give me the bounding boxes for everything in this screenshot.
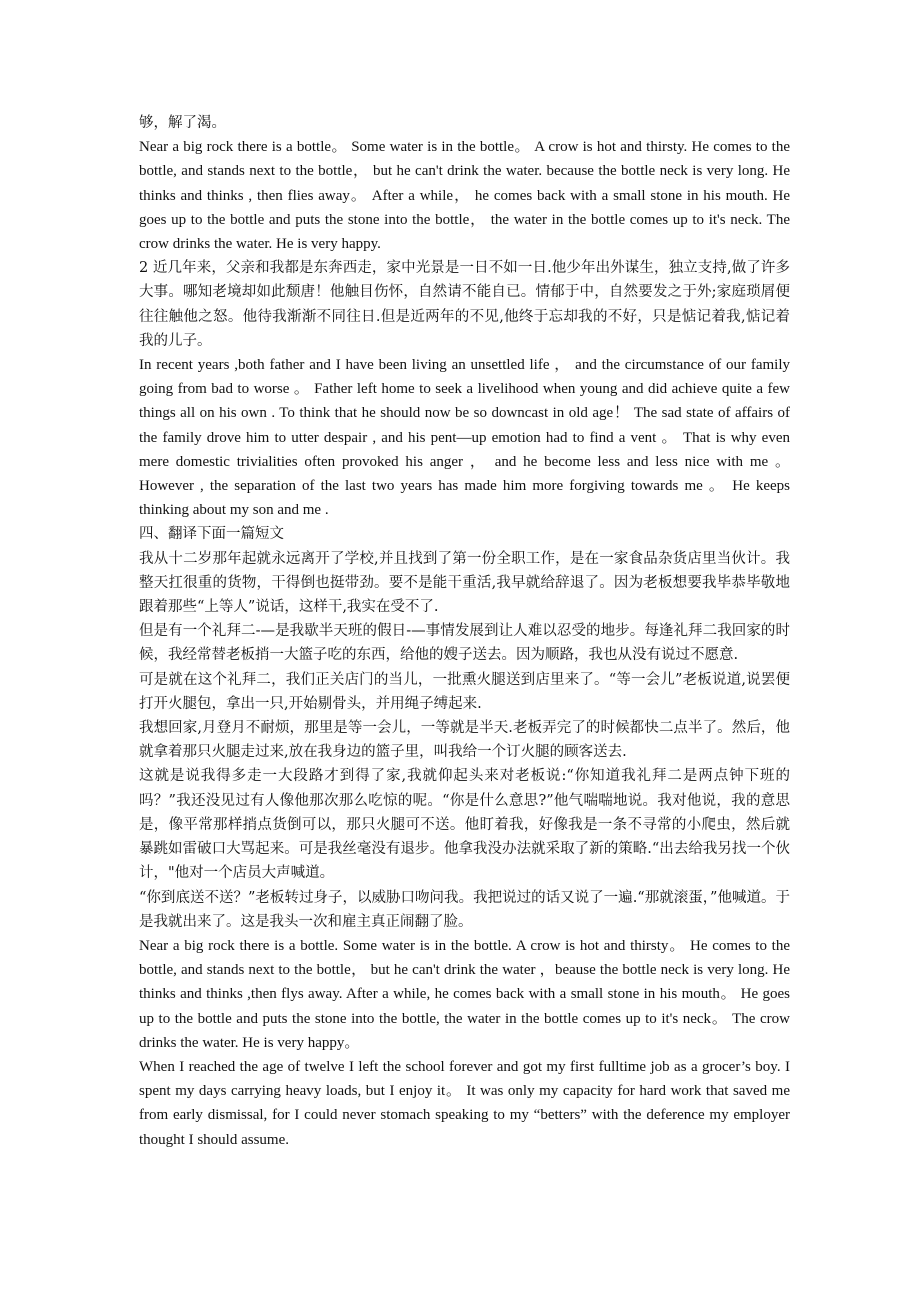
paragraph: 2 近几年来，父亲和我都是东奔西走，家中光景是一日不如一日.他少年出外谋生，独立支持,做了许多大事。哪知老境却如此颓唐！他触目伤怀，自然请不能自已。情郁于中，自然要发之于外;家庭琐屑便往往触他之怒。他待我渐渐不同往日.但是近两年的不见,他终于忘却我的不好，只是惦记着我,惦记着我的儿子。 <box>139 260 790 349</box>
paragraph: In recent years ,both father and I have been living an unsettled life ， and the circumstance of our family going from bad to worse 。 Father left home to seek a livelihood when young and did achieve quite a few things all on his own . To think that he should now be so downcast in old age！ The sad state of affairs of the family drove him to utter despair , and his pent—up emotion had to find a vent 。 That is why even mere domestic trivialities often provoked his anger ， and he become less and less nice with me 。 However , the separation of the last two years has made him more forgiving towards me 。 He keeps thinking about my son and me . <box>139 357 790 519</box>
paragraph: 这就是说我得多走一大段路才到得了家,我就仰起头来对老板说:“你知道我礼拜二是两点钟下班的吗？”我还没见过有人像他那次那么吃惊的呢。“你是什么意思?”他气喘喘地说。我对他说，我的意思是，像平常那样捎点货倒可以，那只火腿可不送。他盯着我，好像我是一条不寻常的小爬虫，然后就暴跳如雷破口大骂起来。可是我丝毫没有退步。他拿我没办法就采取了新的策略.“出去给我另找一个伙计，"他对一个店员大声喊道。 <box>139 768 790 882</box>
paragraph: Near a big rock there is a bottle。 Some water is in the bottle。 A crow is hot and thirsty. He comes to the bottle, and stands next to the bottle， but he can't drink the water. because the bottle neck is very long. He thinks and thinks , then flies away。 After a while， he comes back with a small stone in his mouth. He goes up to the bottle and puts the stone into the bottle， the water in the bottle comes up to it's neck. The crow drinks the water. He is very happy. <box>139 139 790 253</box>
paragraph: 我从十二岁那年起就永远离开了学校,并且找到了第一份全职工作，是在一家食品杂货店里当伙计。我整天扛很重的货物，干得倒也挺带劲。要不是能干重活,我早就给辞退了。因为老板想要我毕恭毕敬地跟着那些“上等人”说话，这样干,我实在受不了. <box>139 550 790 616</box>
section-heading: 四、翻译下面一篇短文 <box>139 526 284 543</box>
paragraph: 够，解了渴。 <box>139 115 226 131</box>
paragraph: 可是就在这个礼拜二，我们正关店门的当儿，一批熏火腿送到店里来了。“等一会儿”老板说道,说罢便打开火腿包，拿出一只,开始剔骨头，并用绳子缚起来. <box>139 671 790 712</box>
paragraph: 但是有一个礼拜二-—是我歇半天班的假日-—事情发展到让人难以忍受的地步。每逢礼拜二我回家的时候，我经常替老板捎一大篮子吃的东西，给他的嫂子送去。因为顺路，我也从没有说过不愿意. <box>139 623 790 664</box>
paragraph: “你到底送不送？”老板转过身子，以威胁口吻问我。我把说过的话又说了一遍.“那就滚蛋，”他喊道。于是我就出来了。这是我头一次和雇主真正闹翻了脸。 <box>139 889 790 930</box>
paragraph: 我想回家,月登月不耐烦，那里是等一会儿，一等就是半天.老板弄完了的时候都快二点半了。然后，他就拿着那只火腿走过来,放在我身边的篮子里，叫我给一个订火腿的顾客送去. <box>139 720 790 761</box>
paragraph: Near a big rock there is a bottle. Some water is in the bottle. A crow is hot and thirsty。 He comes to the bottle, and stands next to the bottle， but he can't drink the water ，beause the bottle neck is very long. He thinks and thinks ,then flys away. After a while, he comes back with a small stone in his mouth。 He goes up to the bottle and puts the stone into the bottle, the water in the bottle comes up to it's neck。 The crow drinks the water. He is very happy。 <box>139 937 790 1051</box>
paragraph: When I reached the age of twelve I left the school forever and got my first fulltime job as a grocer’s boy. I spent my days carrying heavy loads, but I enjoy it。 It was only my capacity for hard work that saved me from early dismissal, for I could never stomach speaking to my “betters” with the deference my employer thought I should assume. <box>139 1058 790 1148</box>
